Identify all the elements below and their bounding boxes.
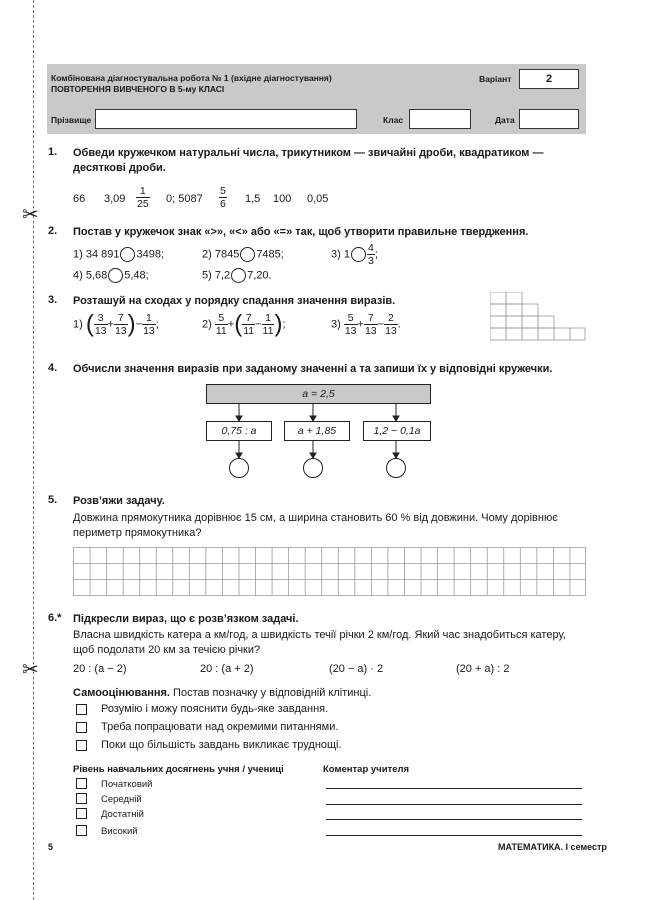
q2-left: 1) 34 891 xyxy=(73,248,120,261)
q6-option-3[interactable]: (20 − a) · 2 xyxy=(329,663,384,675)
level-checkbox-1[interactable] xyxy=(76,778,87,789)
q1-fraction[interactable] xyxy=(219,185,227,210)
comment-line[interactable] xyxy=(326,804,582,805)
q1-frac-num: 5 xyxy=(220,185,226,197)
q2-left: 5) 7,2 xyxy=(202,269,231,282)
self-checkbox-3[interactable] xyxy=(76,740,87,751)
variant-field[interactable]: 2 xyxy=(519,69,579,89)
level-checkbox-2[interactable] xyxy=(76,793,87,804)
q5-text: Розв’яжи задачу. xyxy=(73,495,165,507)
q2-right: ; xyxy=(374,248,378,261)
self-checkbox-2[interactable] xyxy=(76,722,87,733)
cut-line xyxy=(33,0,34,900)
q1-frac-den: 6 xyxy=(220,198,226,210)
q2-left: 4) 5,68 xyxy=(73,269,108,282)
title-line2: ПОВТОРЕННЯ ВИВЧЕНОГО В 5-му КЛАСІ xyxy=(51,84,225,94)
q4-text: Обчисли значення виразів при заданому значенні a та запиши їх у відповідні кружечки. xyxy=(73,363,553,375)
q6-option-4[interactable]: (20 + a) : 2 xyxy=(456,663,510,675)
level-checkbox-4[interactable] xyxy=(76,825,87,836)
self-assessment-title xyxy=(73,687,371,699)
surname-field[interactable] xyxy=(95,109,357,129)
q2-left: 3) 1 xyxy=(331,248,350,261)
q2-text: Постав у кружечок знак «>», «<» або «=» так, щоб утворити правильне твердження. xyxy=(73,226,529,238)
answer-circle-1[interactable] xyxy=(229,458,249,478)
page-number: 5 xyxy=(48,842,54,852)
level-checkbox-3[interactable] xyxy=(76,808,87,819)
q1-text: Обведи кружечком натуральні числа, трикутником — звичайні дроби, квадратиком — десяткові дроби. xyxy=(73,147,544,174)
answer-circle[interactable] xyxy=(108,268,123,283)
q6-text: Підкресли вираз, що є розв’язком задачі. xyxy=(73,613,299,625)
scissors-icon: ✂ xyxy=(22,659,39,681)
q1-item[interactable]: 3,09 xyxy=(104,193,126,205)
q1-frac-num: 1 xyxy=(136,185,150,198)
q3-number: 3. xyxy=(48,294,58,306)
expr-label: 1) xyxy=(73,318,83,331)
q6-body: Власна швидкість катера a км/год, а швидкість течії річки 2 км/год. Який час знадобиться катеру, щоб подолати 20 км за течією річки? xyxy=(73,629,566,656)
q1-item[interactable]: 1,5 xyxy=(245,193,261,205)
q1-frac-den: 25 xyxy=(137,198,149,210)
q3-expression-2: 2) $\frac{5}{11}$ +( $\frac{7}{11}$ − $\frac{1}{11}$ ); xyxy=(202,310,286,338)
self-item-3: Поки що більшість завдань викликає труднощі. xyxy=(101,739,342,751)
q2-item-5 xyxy=(202,268,272,283)
answer-circle-2[interactable] xyxy=(303,458,323,478)
q1-item[interactable]: 66 xyxy=(73,193,86,205)
q1-item[interactable]: 100 xyxy=(273,193,292,205)
staircase-grid[interactable] xyxy=(490,292,586,344)
class-field[interactable] xyxy=(409,109,471,129)
self-title-rest: Постав позначку у відповідній клітинці. xyxy=(169,687,372,699)
given-value-box: a = 2,5 xyxy=(206,384,431,404)
answer-circle[interactable] xyxy=(120,247,135,262)
level-item-3: Достатній xyxy=(101,809,144,820)
class-label: Клас xyxy=(383,115,404,125)
q1-fraction[interactable] xyxy=(136,185,150,210)
surname-label: Прізвище xyxy=(51,115,92,125)
q6-option-2[interactable]: 20 : (a + 2) xyxy=(200,663,254,675)
worksheet-header xyxy=(47,64,586,134)
date-field[interactable] xyxy=(519,109,579,129)
title-line1: Комбінована діагностувальна робота № 1 (вхідне діагностування) xyxy=(51,73,332,83)
q5-number: 5. xyxy=(48,494,58,506)
q1-item[interactable]: 0,05 xyxy=(307,193,329,205)
self-checkbox-1[interactable] xyxy=(76,704,87,715)
q1-numbers xyxy=(73,183,473,219)
comment-line[interactable] xyxy=(326,788,582,789)
q2-right: 3498; xyxy=(136,248,165,261)
level-item-4: Високий xyxy=(101,826,138,837)
q6-option-1[interactable]: 20 : (a − 2) xyxy=(73,663,127,675)
q3-expression-1: 1) ( $\frac{3}{13}$ + $\frac{7}{13}$ )− $\frac{1}{13}$ ; xyxy=(73,310,159,338)
q2-frac-num: 4 xyxy=(367,242,374,254)
q5-body: Довжина прямокутника дорівнює 15 см, а ширина становить 60 % від довжини. Чому дорівнює периметр прямокутника? xyxy=(73,512,558,539)
answer-circle[interactable] xyxy=(351,247,366,262)
q2-item-1 xyxy=(73,247,164,262)
self-title-bold: Самооцінювання. xyxy=(73,687,170,699)
scissors-icon: ✂ xyxy=(22,204,39,226)
q2-left: 2) 7845 xyxy=(202,248,240,261)
q1-item[interactable]: 0; 5087 xyxy=(166,193,203,205)
answer-circle[interactable] xyxy=(231,268,246,283)
answer-grid[interactable] xyxy=(73,547,586,597)
q2-frac-den: 3 xyxy=(367,255,374,267)
date-label: Дата xyxy=(495,115,515,125)
answer-circle-3[interactable] xyxy=(386,458,406,478)
comment-line[interactable] xyxy=(326,819,582,820)
expr-label: 3) xyxy=(331,318,341,331)
q3-expression-3: 3) $\frac{5}{13}$ + $\frac{7}{13}$ − $\frac{2}{13}$ . xyxy=(331,312,401,337)
self-item-2: Треба попрацювати над окремими питаннями. xyxy=(101,721,339,733)
teacher-comment-title: Коментар учителя xyxy=(323,764,410,775)
q2-number: 2. xyxy=(48,225,58,237)
level-item-2: Середній xyxy=(101,794,142,805)
q1-number: 1. xyxy=(48,146,58,158)
expression-box-3: 1,2 − 0,1a xyxy=(363,421,431,441)
footer-subject: МАТЕМАТИКА. I семестр xyxy=(498,842,607,852)
worksheet-title xyxy=(51,73,332,95)
q2-item-2 xyxy=(202,247,284,262)
levels-title: Рівень навчальних досягнень учня / учениці xyxy=(73,764,284,775)
q6-number: 6.* xyxy=(48,612,62,624)
comment-line[interactable] xyxy=(326,835,582,836)
expr-label: 2) xyxy=(202,318,212,331)
q2-right: 7485; xyxy=(256,248,284,261)
expression-box-1: 0,75 : a xyxy=(206,421,272,441)
self-item-1: Розумію і можу пояснити будь-яке завдання. xyxy=(101,703,329,715)
answer-circle[interactable] xyxy=(240,247,255,262)
q2-item-4 xyxy=(73,268,149,283)
q4-number: 4. xyxy=(48,362,58,374)
variant-label: Варіант xyxy=(479,74,512,84)
q2-item-3 xyxy=(331,242,378,267)
expression-box-2: a + 1,85 xyxy=(284,421,350,441)
level-item-1: Початковий xyxy=(101,779,153,790)
q2-right: 7,20. xyxy=(247,269,272,282)
q2-right: 5,48; xyxy=(124,269,149,282)
q3-text: Розташуй на сходах у порядку спадання значення виразів. xyxy=(73,295,396,307)
